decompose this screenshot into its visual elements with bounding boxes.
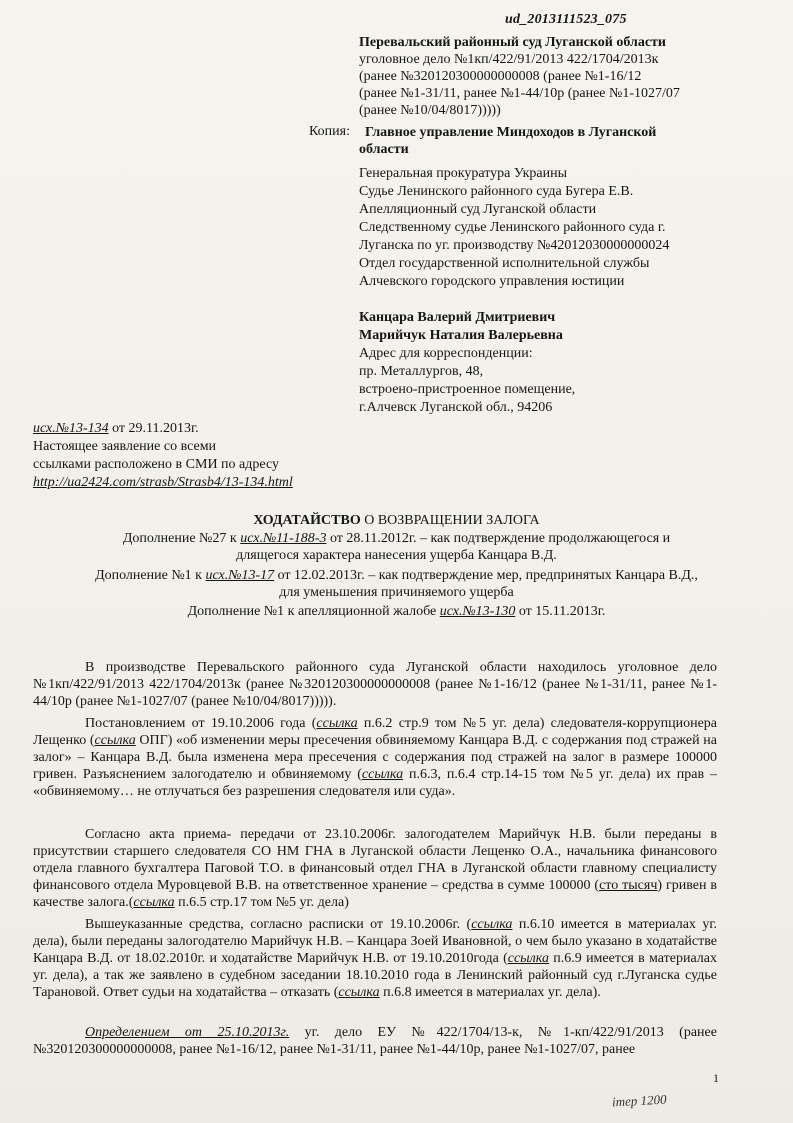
address-line: пр. Металлургов, 48, [359, 364, 484, 379]
document-id: ud_2013111523_075 [505, 12, 627, 27]
reference-link[interactable]: ссылка [338, 985, 380, 1000]
addendum-text: Дополнение №27 к [122, 531, 241, 546]
document-title-bold: ХОДАТАЙСТВО [253, 513, 361, 528]
addendum-line: длящегося характера нанесения ущерба Канцара В.Д. [236, 548, 557, 563]
addendum-ref-link[interactable]: исх.№11-188-3 [240, 531, 327, 546]
body-paragraph [33, 826, 717, 911]
copy-label: Копия: [309, 124, 350, 139]
outgoing-ref-link[interactable]: исх.№13-134 [33, 421, 109, 436]
case-number-line: (ранее №10/04/8017))))) [359, 103, 501, 118]
addendum-line [0, 603, 793, 620]
addendum-text: от 15.11.2013г. [515, 604, 606, 619]
outgoing-note-line: Настоящее заявление со всеми [33, 439, 217, 454]
address-line: г.Алчевск Луганской обл., 94206 [359, 400, 553, 415]
reference-link[interactable]: ссылка [94, 733, 136, 748]
underlined-text: сто тысяч [599, 878, 658, 893]
document-title-rest: О ВОЗВРАЩЕНИИ ЗАЛОГА [360, 513, 540, 528]
paragraph-text: п.6.3, п.6.4 стр.14-15 том №5 уг. дела) их прав – «обвиняемому… не отлучаться без разрешения следователя или суда». [33, 767, 717, 799]
paragraph-text: п.6.2 стр.9 том №5 уг. дела) следователя-коррупционера Лещенко ( [33, 716, 718, 748]
addendum-line: для уменьшения причиняемого ущерба [279, 585, 514, 600]
copy-recipient-line: Генеральная прокуратура Украины [359, 166, 567, 181]
case-number-line: (ранее №320120300000000008 (ранее №1-16/12 [359, 69, 642, 84]
addendum-line [0, 530, 793, 547]
copy-recipient-line: Апелляционный суд Луганской области [359, 202, 597, 217]
paragraph-text: ) гривен в качестве залога.( [33, 878, 717, 910]
addendum-ref-link[interactable]: исх.№13-17 [205, 568, 275, 583]
copy-recipient-line: Луганска по уг. производству №42012030000000024 [359, 238, 670, 253]
addendum-text: Дополнение №1 к апелляционной жалобе [187, 604, 440, 619]
paragraph-text: п.6.9 имеется в материалах уг. дела), а так же заявлено в судебном заседании 18.10.2010 года в Ленинский районный суд г.Луганска судье Тарановой. Ответ судьи на ходатайства – отказать ( [33, 951, 717, 1000]
reference-link[interactable]: ссылка [361, 767, 404, 782]
paragraph-text: Постановлением от 19.10.2006 года ( [85, 716, 317, 731]
outgoing-reference [33, 420, 199, 437]
outgoing-date: от 29.11.2013г. [112, 421, 199, 436]
recipient-court: Перевальский районный суд Луганской области [359, 35, 667, 50]
body-paragraph [33, 715, 717, 800]
page-number: 1 [713, 1071, 719, 1085]
paragraph-text: уг. дело ЕУ №422/1704/13-к, №1-кп/422/91/2013 (ранее №320120300000000008, ранее №1-16/12, ранее №1-31/11, ранее №1-44/10р, ранее №1-1027/07, ранее [33, 1025, 717, 1057]
body-paragraph [33, 1024, 717, 1058]
body-paragraph [33, 916, 717, 1001]
paragraph-text: п.6.8 имеется в материалах уг. дела). [379, 985, 601, 1000]
addendum-text: Дополнение №1 к [95, 568, 206, 583]
addendum-text: от 12.02.2013г. – как подтверждение мер, предпринятых Канцара В.Д., [274, 568, 698, 583]
reference-link[interactable]: Определением от 25.10.2013г. [85, 1025, 290, 1040]
reference-link[interactable]: ссылка [471, 917, 513, 932]
copy-recipient-line: Отдел государственной исполнительной службы [359, 256, 650, 271]
sender-name: Марийчук Наталия Валерьевна [359, 328, 563, 343]
reference-link[interactable]: ссылка [507, 951, 549, 966]
reference-link[interactable]: ссылка [316, 716, 358, 731]
case-number-line: уголовное дело №1кп/422/91/2013 422/1704/2013к [359, 52, 659, 67]
publication-url-link[interactable]: http://ua2424.com/strasb/Strasb4/13-134.html [33, 475, 293, 490]
paragraph-text: п.6.5 стр.17 том №5 уг. дела) [174, 895, 349, 910]
copy-recipient-line: Следственному судье Ленинского районного суда г. [359, 220, 666, 235]
paragraph-text: п.6.10 имеется в материалах уг. дела), были переданы залогодателю Марийчук Н.В. – Канцара Зоей Ивановной, о чем было указано в ходатайстве Канцара В.Д. от 18.02.2010г. и ходатайстве Марийчук Н.В. от 19.10.2010года ( [33, 917, 717, 966]
address-line: встроено-пристроенное помещение, [359, 382, 576, 397]
sender-name: Канцара Валерий Дмитриевич [359, 310, 556, 325]
addendum-line [0, 567, 793, 584]
copy-recipient-line: Судье Ленинского районного суда Бугера Е.В. [359, 184, 634, 199]
copy-recipient-line: Алчевского городского управления юстиции [359, 274, 625, 289]
document-title [0, 512, 793, 529]
address-line: Адрес для корреспонденции: [359, 346, 533, 361]
handwritten-note: ітер 1200 [611, 1091, 667, 1110]
addendum-ref-link[interactable]: исх.№13-130 [439, 604, 516, 619]
paragraph-text: Вышеуказанные средства, согласно расписки от 19.10.2006г. ( [85, 917, 472, 932]
addendum-text: от 28.11.2012г. – как подтверждение продолжающегося и [326, 531, 671, 546]
case-number-line: (ранее №1-31/11, ранее №1-44/10р (ранее №1-1027/07 [359, 86, 680, 101]
body-paragraph: В производстве Перевальского районного суда Луганской области находилось уголовное дело №1кп/422/91/2013 422/1704/2013к (ранее №320120300000000008 (ранее №1-16/12 (ранее №1-31/11, ранее №1-44/10р (ранее №1-1027/07 (ранее №10/04/8017))))). [33, 660, 717, 709]
reference-link[interactable]: ссылка [133, 895, 175, 910]
copy-recipient-line: Главное управление Миндоходов в Луганской [365, 125, 657, 140]
paragraph-text: Согласно акта приема- передачи от 23.10.2006г. залогодателем Марийчук Н.В. были переданы в присутствии старшего следователя СО НМ ГНА в Луганской области Лещенко О.А., начальника финансового отдела главного бухгалтера Паговой Т.О. в финансовый отдел ГНА в Луганской области главному специалисту финансового отдела Муровцевой В.В. на ответственное хранение – средства в сумме 100000 ( [33, 827, 717, 893]
copy-recipient-line: области [359, 142, 409, 157]
paragraph-text: ОПГ) «об изменении меры пресечения обвиняемому Канцара В.Д. с содержания под стражей на залог» – Канцара В.Д. была изменена мера пресечения с содержания под стражей на залог в размере 100000 гривен. Разъяснением залогодателю и обвиняемому ( [33, 733, 717, 782]
outgoing-note-line: ссылками расположено в СМИ по адресу [33, 457, 279, 472]
